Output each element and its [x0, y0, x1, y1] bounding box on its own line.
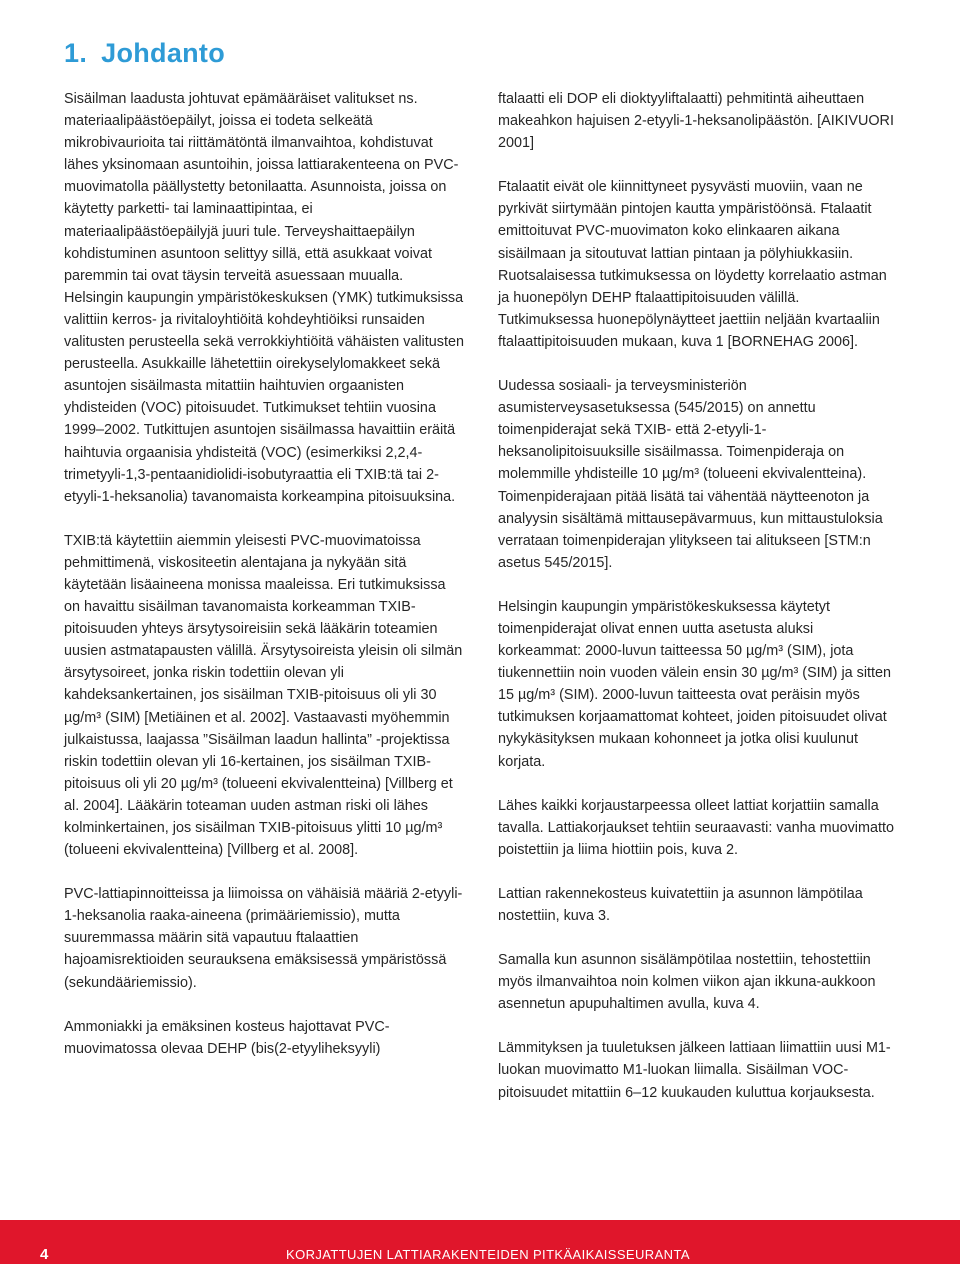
- paragraph: Sisäilman laadusta johtuvat epämääräiset valitukset ns. materiaalipäästöepäilyt, joissa ei todeta selkeätä mikrobivaurioita tai riittämätöntä ilmanvaihtoa, kohdistuvat lähes yksinomaan asuntoihin, joissa lattiarakenteena on PVC-muovimatolla päällystetty betonilaatta. Asunnoista, joissa on käytetty parketti- tai laminaattipintaa, ei materiaalipäästöepäilyjä juuri tule. Terveyshaittaepäilyn kohdistuminen asuntoon selittyy sillä, että asukkaat voivat paremmin tai ovat täysin terveitä asuessaan muualla. Helsingin kaupungin ympäristökeskuksen (YMK) tutkimuksissa valittiin kerros- ja rivitaloyhtiöitä kohdeyhtiöiksi runsaiden valitusten perusteella sekä verrokkiyhtiöitä vähäisten valitusten perusteella. Asukkaille lähetettiin oirekyselylomakkeet sekä asuntojen sisäilmasta mitattiin haihtuvien orgaanisten yhdisteiden (VOC) pitoisuudet. Tutkimukset tehtiin vuosina 1999–2002. Tutkittujen asuntojen sisäilmassa havaittiin eräitä haihtuvia orgaanisia yhdisteitä (VOC) (esimerkiksi 2,2,4-trimetyyli-1,3-pentaanidiolidi-isobutyraattia eli TXIB:tä tai 2-etyyli-1-heksanolia) tavanomaista korkeampina pitoisuuksina.: [64, 91, 464, 505]
- paragraph: Uudessa sosiaali- ja terveysministeriön asumisterveysasetuksessa (545/2015) on annettu toimenpiderajat sekä TXIB- että 2-etyyli-1-heksanolipitoisuuksille sisäilmassa. Toimenpideraja on molemmille yhdisteille 10 µg/m³ (tolueeni ekvivalentteina). Toimenpiderajaan pitää lisätä tai vähentää näytteenoton ja analyysin sisältämä mittausepävarmuus, kun mittaustuloksia verrataan toimenpiderajan ylitykseen tai alitukseen [STM:n asetus 545/2015].: [498, 378, 883, 571]
- page-title: [64, 38, 225, 69]
- paragraph: Samalla kun asunnon sisälämpötilaa nostettiin, tehostettiin myös ilmanvaihtoa noin kolmen viikon ajan ikkuna-aukkoon asennetun apupuhaltimen avulla, kuva 4.: [498, 952, 876, 1013]
- paragraph: Helsingin kaupungin ympäristökeskuksessa käytetyt toimenpiderajat olivat ennen uutta asetusta aluksi korkeammat: 2000-luvun taitteessa 50 µg/m³ (SIM), jota tiukennettiin noin vuoden välein ensin 30 µg/m³ (SIM) ja sitten 15 µg/m³ (SIM). 2000-luvun taitteesta ovat peräisin myös tutkimuksen korjaamattomat kohteet, joiden pitoisuudet olivat nykykäsityksen mukaan kohonneet ja jotka olisi kuulunut korjata.: [498, 598, 892, 770]
- section-title: Johdanto: [101, 38, 226, 68]
- right-column: [498, 88, 894, 1126]
- paragraph: Ftalaatit eivät ole kiinnittyneet pysyvästi muoviin, vaan ne pyrkivät siirtymään pintojen kautta ympäristöönsä. Ftalaatit emittoituvat PVC-muovimaton koko elinkaaren aikana sisäilmaan ja sitoutuvat lattian pintaan ja pölyhiukkasiin. Ruotsalaisessa tutkimuksessa on löydetty korrelaatio astman ja huonepölyn DEHP ftalaattipitoisuuden välillä. Tutkimuksessa huonepölynäytteet jaettiin neljään kvartaaliin ftalaattipitoisuuden mukaan, kuva 1 [BORNEHAG 2006].: [498, 179, 887, 350]
- paragraph: Lähes kaikki korjaustarpeessa olleet lattiat korjattiin samalla tavalla. Lattiakorjaukset tehtiin seuraavasti: vanha muovimatto poistettiin ja liima hiottiin pois, kuva 2.: [498, 797, 894, 858]
- paragraph: PVC-lattiapinnoitteissa ja liimoissa on vähäisiä määriä 2-etyyli-1-heksanolia raaka-aineena (primääriemissio), mutta suuremmassa määrin sitä vapautuu ftalaattien hajoamisrektioiden seurauksena emäksisessä ympäristössä (sekundääriemissio).: [64, 886, 463, 991]
- paragraph: TXIB:tä käytettiin aiemmin yleisesti PVC-muovimatoissa pehmittimenä, viskositeetin alentajana ja nykyään sitä käytetään lisäaineena monissa maaleissa. Eri tutkimuksissa on havaittu sisäilman tavanomaista korkeamman TXIB-pitoisuuden yhteys ärsytysoireisiin sekä lääkärin toteamien uusien astmatapausten välillä. Ärsytysoireista yleisin oli silmän ärsytysoireet, jonka riskin todettiin olevan yli kahdeksankertainen, jos sisäilman TXIB-pitoisuus oli yli 30 µg/m³ (SIM) [Metiäinen et al. 2002]. Vastaavasti myöhemmin julkaistussa, laajassa ”Sisäilman laadun hallinta” -projektissa riskin todettiin olevan yli 16-kertainen, jos sisäilman TXIB-pitoisuus oli yli 20 µg/m³ (tolueeni ekvivalentteina) [Villberg et al. 2004]. Lääkärin toteaman uuden astman riski oli lähes kolminkertainen, jos sisäilman TXIB-pitoisuus ylitti 10 µg/m³ (tolueeni ekvivalentteina) [Villberg et al. 2008].: [64, 532, 463, 859]
- running-title: KORJATTUJEN LATTIARAKENTEIDEN PITKÄAIKAISSEURANTA: [286, 1247, 690, 1262]
- paragraph: Ammoniakki ja emäksinen kosteus hajottavat PVC-muovimatossa olevaa DEHP (bis(2-etyyliheksyyli): [64, 1018, 390, 1057]
- paragraph: Lattian rakennekosteus kuivatettiin ja asunnon lämpötilaa nostettiin, kuva 3.: [498, 885, 863, 924]
- page-number: 4: [40, 1246, 49, 1263]
- section-number: 1.: [64, 38, 88, 68]
- paragraph: Lämmityksen ja tuuletuksen jälkeen lattiaan liimattiin uusi M1-luokan muovimatto M1-luokan liimalla. Sisäilman VOC-pitoisuudet mitattiin 6–12 kuukauden kuluttua korjauksesta.: [498, 1040, 891, 1101]
- paragraph: ftalaatti eli DOP eli dioktyyliftalaatti) pehmitintä aiheuttaen makeahkon hajuisen 2-etyyli-1-heksanolipäästön. [AIKIVUORI 2001]: [498, 91, 894, 152]
- left-column: [64, 88, 464, 1082]
